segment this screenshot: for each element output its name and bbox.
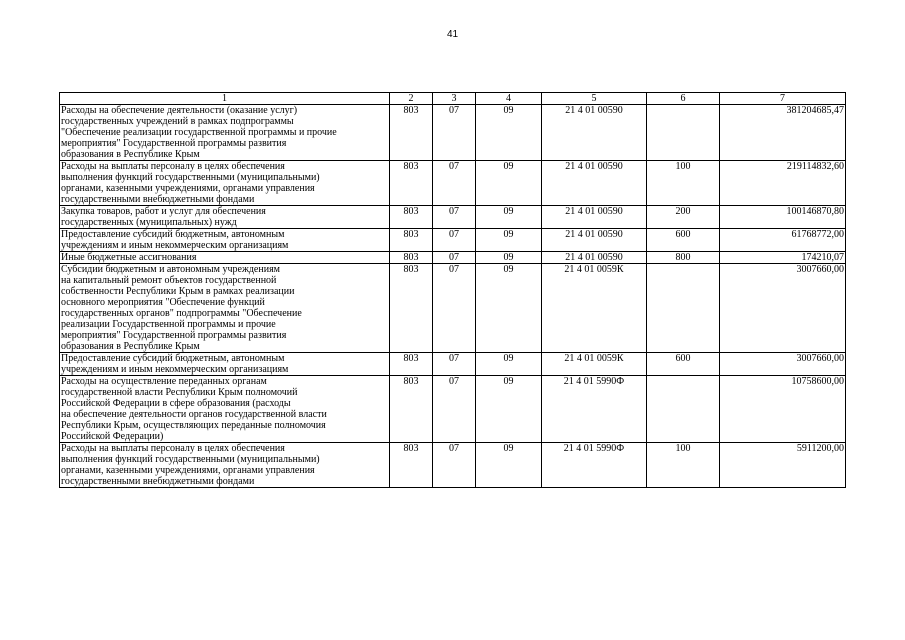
- table-row: [60, 252, 846, 264]
- page-number: 41: [446, 29, 459, 40]
- row-ministry-code: 803: [390, 353, 433, 376]
- row-section: 07: [433, 376, 476, 443]
- row-subsection: 09: [476, 252, 542, 264]
- row-target-article: 21 4 01 0059К: [542, 353, 647, 376]
- table-row: [60, 229, 846, 252]
- row-name: Предоставление субсидий бюджетным, автономным учреждениям и иным некоммерческим организациям: [60, 353, 390, 376]
- row-section: 07: [433, 264, 476, 353]
- row-expense-type: 600: [647, 353, 720, 376]
- col-header-3: 3: [433, 93, 476, 105]
- row-expense-type: [647, 105, 720, 161]
- row-amount: 219114832,60: [720, 161, 846, 206]
- row-name: Расходы на выплаты персоналу в целях обеспечения выполнения функций государственными (муниципальными) органами, казенными учреждениями, органами управления государственными внебюджетными фондами: [60, 161, 390, 206]
- row-section: 07: [433, 229, 476, 252]
- row-expense-type: 100: [647, 443, 720, 488]
- row-amount: 61768772,00: [720, 229, 846, 252]
- table-row: [60, 376, 846, 443]
- row-name: Расходы на выплаты персоналу в целях обеспечения выполнения функций государственными (муниципальными) органами, казенными учреждениями, органами управления государственными внебюджетными фондами: [60, 443, 390, 488]
- row-name: Закупка товаров, работ и услуг для обеспечения государственных (муниципальных) нужд: [60, 206, 390, 229]
- row-subsection: 09: [476, 264, 542, 353]
- row-amount: 174210,07: [720, 252, 846, 264]
- row-name: Иные бюджетные ассигнования: [60, 252, 390, 264]
- table-row: [60, 443, 846, 488]
- row-name: Расходы на обеспечение деятельности (оказание услуг) государственных учреждений в рамках подпрограммы "Обеспечение реализации государственной программы и прочие мероприятия" Государственной программы развития образования в Республике Крым: [60, 105, 390, 161]
- table-row: [60, 105, 846, 161]
- row-ministry-code: 803: [390, 105, 433, 161]
- row-section: 07: [433, 353, 476, 376]
- col-header-7: 7: [720, 93, 846, 105]
- row-amount: 100146870,80: [720, 206, 846, 229]
- row-target-article: 21 4 01 00590: [542, 105, 647, 161]
- col-header-4: 4: [476, 93, 542, 105]
- row-target-article: 21 4 01 0059К: [542, 264, 647, 353]
- col-header-6: 6: [647, 93, 720, 105]
- row-subsection: 09: [476, 376, 542, 443]
- row-amount: 10758600,00: [720, 376, 846, 443]
- row-subsection: 09: [476, 229, 542, 252]
- row-name: Субсидии бюджетным и автономным учреждениям на капитальный ремонт объектов государственной собственности Республики Крым в рамках реализации основного мероприятия "Обеспечение функций государственных органов" подпрограммы "Обеспечение реализации Государственной программы и прочие мероприятия" Государственной программы развития образования в Республике Крым: [60, 264, 390, 353]
- row-section: 07: [433, 206, 476, 229]
- row-ministry-code: 803: [390, 443, 433, 488]
- row-amount: 381204685,47: [720, 105, 846, 161]
- row-target-article: 21 4 01 5990Ф: [542, 376, 647, 443]
- table-row: [60, 161, 846, 206]
- row-amount: 3007660,00: [720, 264, 846, 353]
- row-ministry-code: 803: [390, 264, 433, 353]
- row-amount: 5911200,00: [720, 443, 846, 488]
- row-name: Предоставление субсидий бюджетным, автономным учреждениям и иным некоммерческим организациям: [60, 229, 390, 252]
- row-section: 07: [433, 443, 476, 488]
- row-ministry-code: 803: [390, 229, 433, 252]
- row-name: Расходы на осуществление переданных органам государственной власти Республики Крым полномочий Российской Федерации в сфере образования (расходы на обеспечение деятельности органов государственной власти Республики Крым, осуществляющих переданные полномочия Российской Федерации): [60, 376, 390, 443]
- row-target-article: 21 4 01 00590: [542, 206, 647, 229]
- row-subsection: 09: [476, 353, 542, 376]
- row-ministry-code: 803: [390, 252, 433, 264]
- row-section: 07: [433, 105, 476, 161]
- col-header-5: 5: [542, 93, 647, 105]
- row-expense-type: 600: [647, 229, 720, 252]
- row-target-article: 21 4 01 00590: [542, 161, 647, 206]
- row-subsection: 09: [476, 206, 542, 229]
- row-section: 07: [433, 252, 476, 264]
- budget-table: [59, 92, 846, 488]
- row-ministry-code: 803: [390, 376, 433, 443]
- table-row: [60, 353, 846, 376]
- row-subsection: 09: [476, 161, 542, 206]
- row-amount: 3007660,00: [720, 353, 846, 376]
- row-expense-type: [647, 376, 720, 443]
- table-row: [60, 264, 846, 353]
- row-expense-type: [647, 264, 720, 353]
- row-ministry-code: 803: [390, 161, 433, 206]
- row-target-article: 21 4 01 5990Ф: [542, 443, 647, 488]
- table-row: [60, 206, 846, 229]
- col-header-2: 2: [390, 93, 433, 105]
- row-target-article: 21 4 01 00590: [542, 252, 647, 264]
- row-expense-type: 100: [647, 161, 720, 206]
- col-header-1: 1: [60, 93, 390, 105]
- row-subsection: 09: [476, 443, 542, 488]
- row-section: 07: [433, 161, 476, 206]
- row-target-article: 21 4 01 00590: [542, 229, 647, 252]
- row-ministry-code: 803: [390, 206, 433, 229]
- row-expense-type: 200: [647, 206, 720, 229]
- row-subsection: 09: [476, 105, 542, 161]
- header-row: [60, 93, 846, 105]
- row-expense-type: 800: [647, 252, 720, 264]
